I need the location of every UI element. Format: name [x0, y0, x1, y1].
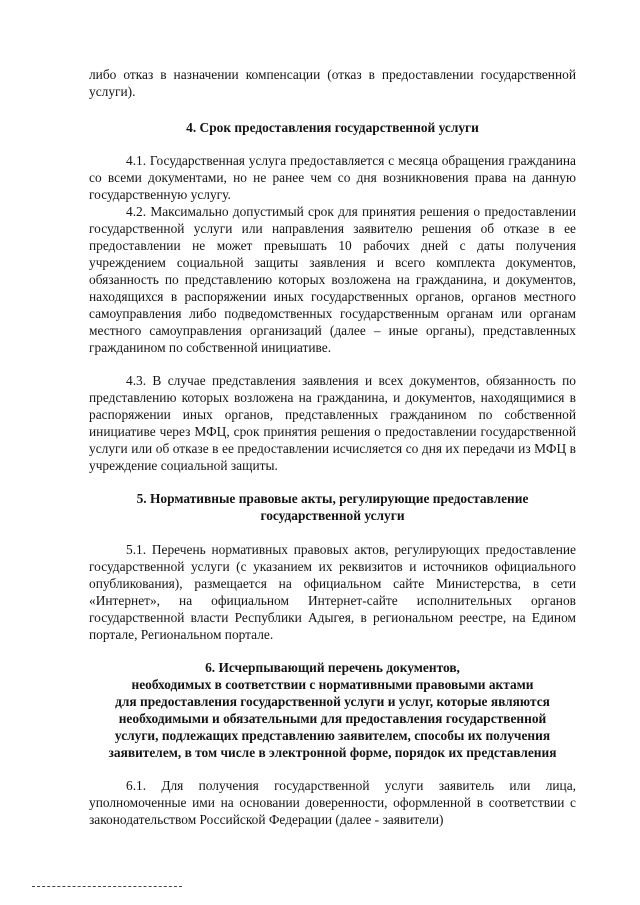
section-6-heading-line-6: заявителем, в том числе в электронной форме, порядок их представления: [108, 745, 557, 760]
paragraph-5-1: 5.1. Перечень нормативных правовых актов, регулирующих предоставление государственной услуги (с указанием их реквизитов и источников официального опубликования), размещается на официальном сайте Министерства, в сети «Интернет», на официальном Интернет-сайте исполнительных органов государственной власти Республики Адыгея, в региональном реестре, на Едином портале, Региональном портале.: [89, 542, 576, 642]
section-5-heading-line-1: 5. Нормативные правовые акты, регулирующие предоставление: [136, 491, 529, 506]
section-4-heading: 4. Срок предоставления государственной услуги: [186, 120, 479, 135]
paragraph-6-1: 6.1. Для получения государственной услуги заявитель или лица, уполномоченные ими на основании доверенности, оформленной в соответствии с законодательством Российской Федерации (далее - заявители): [89, 778, 576, 827]
paragraph-4-1: 4.1. Государственная услуга предоставляется с месяца обращения гражданина со всеми документами, но не ранее чем со дня возникновения права на данную государственную услугу.: [89, 153, 576, 202]
section-6-heading-line-5: услуги, подлежащих представлению заявителем, способы их получения: [114, 728, 551, 743]
paragraph-4-3: 4.3. В случае представления заявления и всех документов, обязанность по представлению которых возложена на гражданина, и документов, находящимися в распоряжении иных органов, представленных гражданином по собственной инициативе через МФЦ, срок принятия решения о предоставлении государственной услуги или об отказе в ее предоставлении исчисляется со дня их передачи из МФЦ в учреждение социальной защиты.: [89, 373, 576, 473]
section-6-heading-line-3: для предоставления государственной услуги и услуг, которые являются: [115, 694, 550, 709]
footnote-separator: [32, 886, 182, 887]
section-6-heading-line-1: 6. Исчерпывающий перечень документов,: [205, 660, 460, 675]
paragraph-4-2: 4.2. Максимально допустимый срок для принятия решения о предоставлении государственной услуги или направления заявителю решения об отказе в ее предоставлении не может превышать 10 рабочих дней с даты получения учреждением социальной защиты заявления и всего комплекта документов, обязанность по представлению которых возложена на гражданина, и документов, находящихся в распоряжении иных государственных органов, органов местного самоуправления либо подведомственных государственным органам или органам местного самоуправления организаций (далее – иные органы), представленных гражданином по собственной инициативе.: [89, 204, 576, 355]
intro-paragraph: либо отказ в назначении компенсации (отказ в предоставлении государственной услуги).: [89, 67, 576, 99]
section-6-heading-line-2: необходимых в соответствии с нормативными правовыми актами: [131, 677, 534, 692]
section-5-heading-line-2: государственной услуги: [260, 508, 405, 523]
section-6-heading-line-4: необходимыми и обязательными для предоставления государственной: [118, 711, 547, 726]
